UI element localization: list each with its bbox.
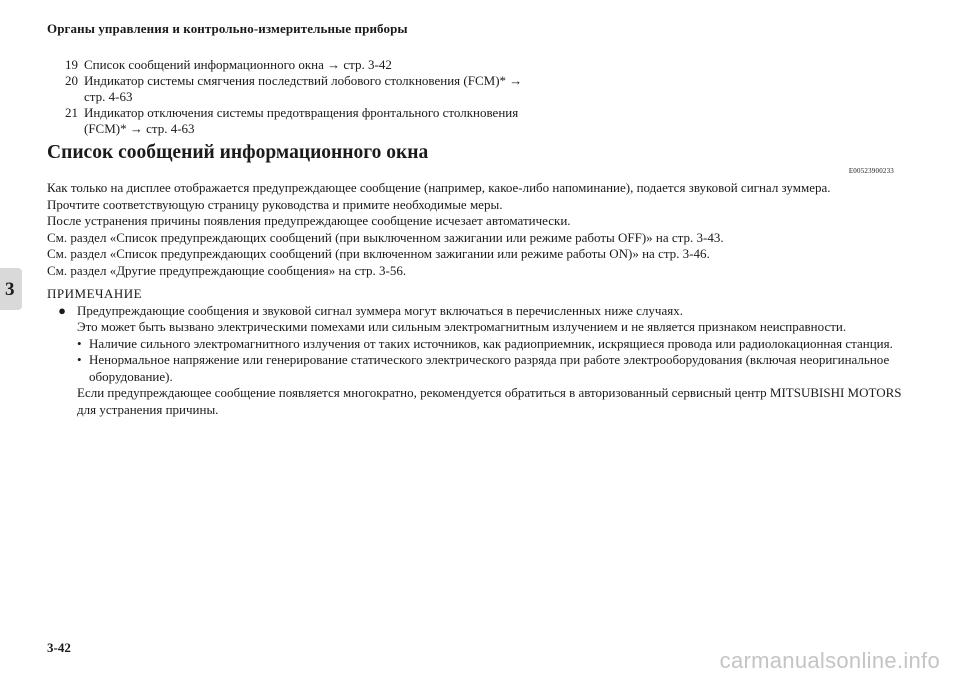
section-title: Список сообщений информационного окна xyxy=(47,142,429,163)
note-sub-item-text: Наличие сильного электромагнитного излучения от таких источников, как радиоприемник, искрящиеся провода или радиолокационная станция. xyxy=(89,335,893,351)
note-closing: Если предупреждающее сообщение появляется многократно, рекомендуется обратиться в авторизованный сервисный центр MITSUBISHI MOTORS для устранения причины. xyxy=(77,385,902,417)
running-title: Органы управления и контрольно-измерительные приборы xyxy=(47,21,408,36)
section-code: E00523900233 xyxy=(848,167,894,175)
note-heading: ПРИМЕЧАНИЕ xyxy=(47,286,143,301)
note-block xyxy=(47,286,907,418)
list-item-number: 20 xyxy=(65,73,78,88)
note-bullet-row xyxy=(47,303,907,320)
section-body xyxy=(47,180,907,279)
bullet-icon: ● xyxy=(58,302,66,318)
list-item xyxy=(47,57,527,73)
note-bullet-text: Предупреждающие сообщения и звуковой сигнал зуммера могут включаться в перечисленных ниже случаях. xyxy=(77,302,683,318)
reference-list xyxy=(47,57,527,137)
body-paragraph: Как только на дисплее отображается предупреждающее сообщение (например, какое-либо напоминание), подается звуковой сигнал зуммера. xyxy=(47,180,831,195)
list-item-number: 21 xyxy=(65,105,78,120)
sub-bullet-icon: • xyxy=(77,335,82,351)
body-paragraph: Прочтите соответствующую страницу руководства и примите необходимые меры. xyxy=(47,196,503,212)
note-sub-item xyxy=(47,352,907,385)
body-paragraph: См. раздел «Список предупреждающих сообщений (при выключенном зажигании или режиме работы OFF)» на стр. 3-43. xyxy=(47,229,724,245)
watermark: carmanualsonline.info xyxy=(719,648,940,673)
body-paragraph: См. раздел «Список предупреждающих сообщений (при включенном зажигании или режиме работы ON)» на стр. 3-46. xyxy=(47,246,710,261)
note-explanation: Это может быть вызвано электрическими помехами или сильным электромагнитным излучением и не является признаком неисправности. xyxy=(77,319,847,334)
list-item xyxy=(47,73,527,105)
note-sub-item xyxy=(47,336,907,353)
note-sub-item-text: Ненормальное напряжение или генерирование статического электрического разряда при работе электрооборудования (включая неоригинальное оборудование). xyxy=(89,352,890,384)
body-paragraph: После устранения причины появления предупреждающее сообщение исчезает автоматически. xyxy=(47,213,571,228)
body-paragraph: См. раздел «Другие предупреждающие сообщения» на стр. 3-56. xyxy=(47,262,407,278)
list-item-text: Список сообщений информационного окна → стр. 3-42 xyxy=(84,57,392,72)
list-item-number: 19 xyxy=(65,57,78,72)
list-item-text: Индикатор отключения системы предотвращения фронтального столкновения (FCM)* → стр. 4-63 xyxy=(84,105,519,136)
chapter-number: 3 xyxy=(5,279,15,300)
sub-bullet-icon: • xyxy=(77,352,82,367)
list-item xyxy=(47,105,527,137)
page-number: 3-42 xyxy=(47,640,71,655)
list-item-text: Индикатор системы смягчения последствий лобового столкновения (FCM)* → стр. 4-63 xyxy=(84,73,523,104)
